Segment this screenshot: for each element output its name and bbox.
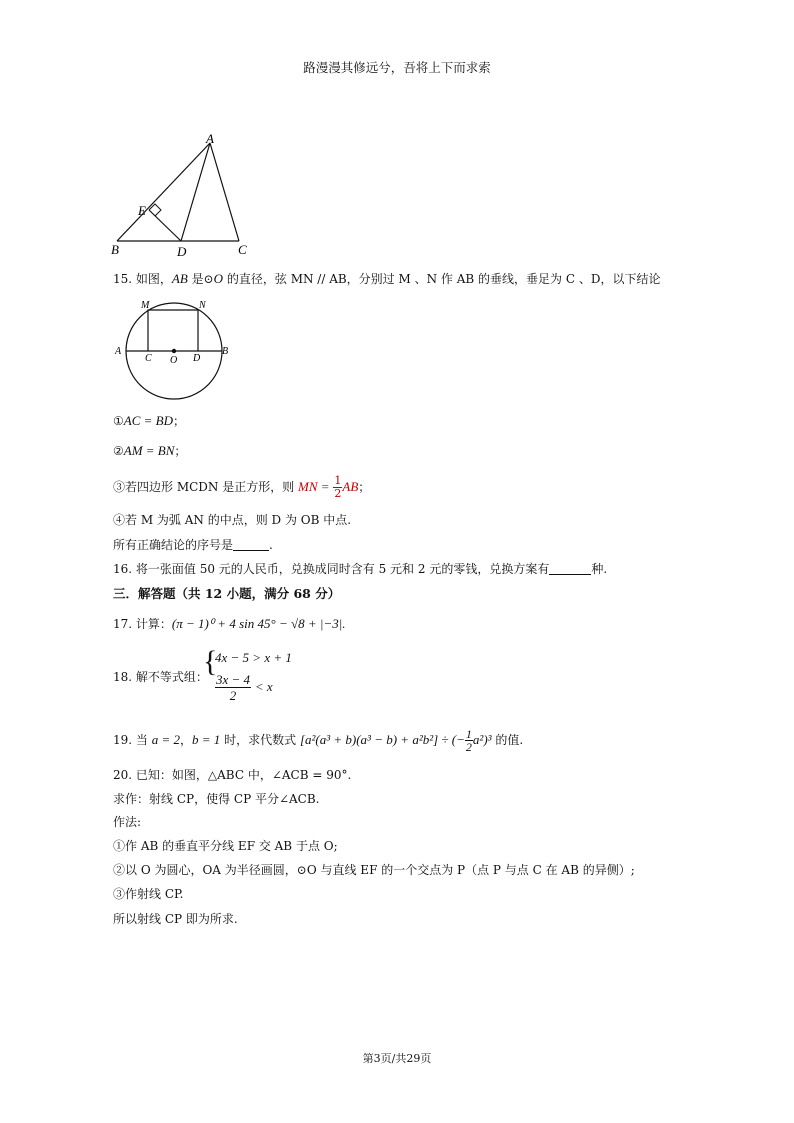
conclusion-3-ab: AB <box>342 479 359 494</box>
conclusion-1-end: ； <box>172 414 185 428</box>
q15-ask-text: 所有正确结论的序号是 <box>113 538 234 552</box>
circle-label-b: B <box>222 346 229 357</box>
brace: { <box>203 645 218 678</box>
q16-end: 种. <box>591 562 608 576</box>
vertex-label-b: B <box>111 242 119 257</box>
question-16 <box>113 561 607 577</box>
circle-label-a: A <box>115 346 122 357</box>
circle-label-n: N <box>199 300 206 311</box>
conclusion-2 <box>113 443 186 459</box>
vertex-label-c: C <box>238 242 247 257</box>
q17-label: 17. 计算： <box>113 617 172 631</box>
conclusion-3 <box>113 475 370 500</box>
circle-label-c: C <box>145 353 152 364</box>
circle-label-o: O <box>170 355 178 366</box>
conclusion-3-text: ③若四边形 MCDN 是正方形，则 <box>113 480 299 494</box>
circle-figure <box>110 295 240 405</box>
page-footer: 第3页/共29页 <box>362 1052 432 1065</box>
q20-line-7: 所以射线 CP 即为所求. <box>113 912 238 926</box>
q20-line-3: 作法: <box>113 815 142 829</box>
q20-line-6: ③作射线 CP. <box>113 887 184 901</box>
q15-stem-d: O <box>213 271 224 286</box>
conclusion-4: ④若 M 为弧 AN 的中点，则 D 为 OB 中点. <box>113 513 352 527</box>
q17-expression: (π − 1)⁰ + 4 sin 45° − √8 + |−3|. <box>171 616 346 631</box>
q15-stem <box>113 271 660 287</box>
conclusion-2-end: ； <box>174 444 187 458</box>
conclusion-1-number: ① <box>113 414 124 428</box>
triangle-figure <box>108 130 253 260</box>
conclusion-1 <box>113 413 185 429</box>
q20-line-1: 20. 已知：如图，△ABC 中，∠ACB = 90°. <box>113 768 352 782</box>
q19-b-value: b = 1 <box>192 732 221 747</box>
q19-label-a: 19. 当 <box>113 733 152 747</box>
answer-blank[interactable] <box>233 538 269 551</box>
q19-expression-end: a²)³ <box>472 732 492 747</box>
vertex-label-d: D <box>177 244 187 259</box>
inequality-2 <box>215 672 273 703</box>
inequality-2-denominator: 2 <box>229 688 237 703</box>
inequality-2-rest: < x <box>254 679 273 694</box>
fraction-numerator: 1 <box>334 474 342 487</box>
fraction-denominator: 2 <box>334 487 342 500</box>
question-19 <box>113 727 523 753</box>
q15-stem-c: 是⊙ <box>187 272 214 286</box>
q19-label-b: 时，求代数式 <box>220 733 300 747</box>
q19-tail: 的值. <box>491 733 524 747</box>
conclusion-2-number: ② <box>113 444 124 458</box>
q20-line-4: ①作 AB 的垂直平分线 EF 交 AB 于点 O; <box>113 839 338 853</box>
q20-line-2: 求作：射线 CP，使得 CP 平分∠ACB. <box>113 792 320 806</box>
q20-line-5: ②以 O 为圆心，OA 为半径画圆，⊙O 与直线 EF 的一个交点为 P（点 P 与点 C 在 AB 的异侧）; <box>113 863 635 877</box>
conclusion-3-end: ； <box>358 480 371 494</box>
circle-label-m: M <box>141 300 150 311</box>
q19-separator: ， <box>180 733 193 747</box>
q15-answer-prompt <box>113 537 273 553</box>
q18-label: 18. 解不等式组： <box>113 670 208 684</box>
vertex-label-a: A <box>206 131 214 146</box>
conclusion-1-math: AC = BD <box>123 413 173 428</box>
circle-label-d: D <box>193 353 201 364</box>
q15-ask-end: . <box>269 538 273 552</box>
vertex-label-e: E <box>138 203 146 218</box>
q16-text: 16. 将一张面值 50 元的人民币，兑换成同时含有 5 元和 2 元的零钱，兑换方案有 <box>113 562 550 576</box>
q19-expression: [a²(a³ + b)(a³ − b) + a²b²] ÷ (− <box>299 732 465 747</box>
q19-a-value: a = 2 <box>151 732 180 747</box>
q15-stem-e: 的直径，弦 MN // AB，分别过 M 、N 作 AB 的垂线，垂足为 C 、D，以下结论 <box>223 272 661 286</box>
question-17 <box>113 616 346 632</box>
answer-blank[interactable] <box>549 562 591 575</box>
q15-stem-a: 15. 如图， <box>113 272 172 286</box>
conclusion-3-mn: MN = <box>298 479 330 494</box>
section-heading: 三．解答题（共 12 小题，满分 68 分） <box>113 586 341 601</box>
q15-stem-b: AB <box>171 271 188 286</box>
q19-fraction-denominator: 2 <box>465 740 472 754</box>
inequality-1: 4x − 5 > x + 1 <box>215 650 292 665</box>
conclusion-2-math: AM = BN <box>123 443 175 458</box>
inequality-2-numerator: 3x − 4 <box>216 672 251 687</box>
page-header: 路漫漫其修远兮，吾将上下而求索 <box>303 60 491 75</box>
q19-fraction <box>465 728 473 753</box>
inequality-2-fraction <box>215 672 251 703</box>
q19-fraction-numerator: 1 <box>465 727 472 741</box>
